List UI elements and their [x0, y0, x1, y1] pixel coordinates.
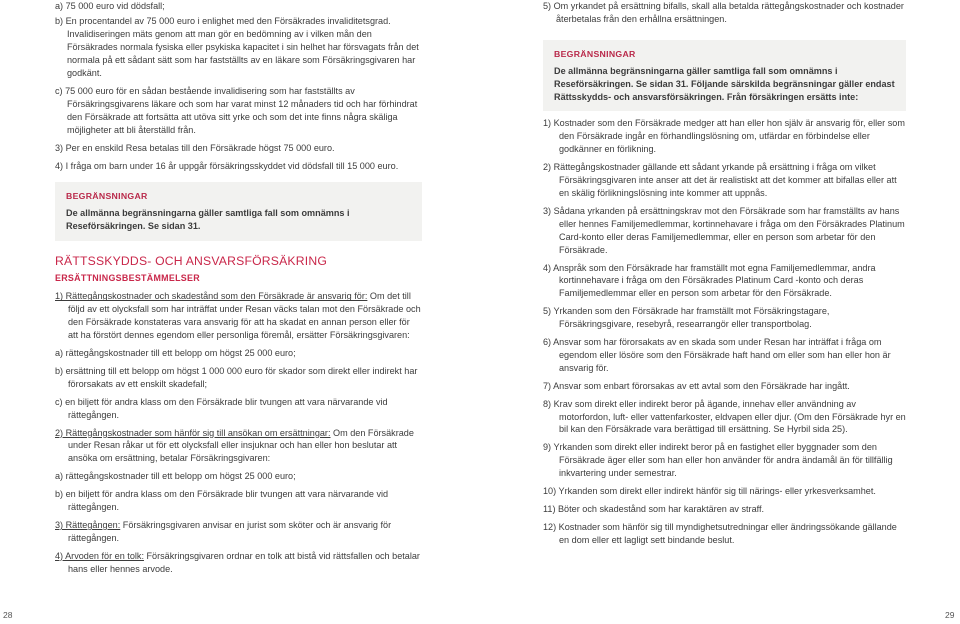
rule-4-text: Försäkringsgivaren ordnar en tolk att bistå vid rättsfallen och betalar hans eller hennes arvode.	[68, 550, 420, 574]
list-item: 3) Sådana yrkanden på ersättningskrav mot den Försäkrade som har framställts av hans eller hennes Familjemedlemmar, kortinnehavare i fråga om den Försäkrades Platinum Card-konto eller deras Familjemedlemmar, eller en person som arbetar för den Försäkrade.	[543, 205, 905, 255]
list-item: 8) Krav som direkt eller indirekt beror på ägande, innehav eller användning av motorfordon, luft- eller vattenfarkoster, eldvapen eller djur. (Om den Försäkrade hyr en bil kan den Försäkrade vara berättigad till ersättning. Se Hyrbil sida 25).	[543, 398, 906, 435]
list-item: 4) Anspråk som den Försäkrade har framställt mot egna Familjemedlemmar, andra kortinnehavare i fråga om den Försäkrades Platinum Card -konto och deras Familjemedlemmar eller en person som arbetar för den Försäkrade.	[543, 262, 876, 299]
page-number-right: 29	[945, 610, 955, 620]
list-item: 11) Böter och skadestånd som har karaktären av straff.	[543, 504, 765, 514]
rule-1	[55, 290, 422, 342]
rule-1a: a) rättegångskostnader till ett belopp om högst 25 000 euro;	[55, 348, 296, 359]
rule-4	[55, 550, 422, 576]
special-limitations-box	[543, 40, 906, 112]
list-item: 6) Ansvar som har förorsakats av en skada som under Resan har inträffat i fråga om egendom eller lösöre som den Försäkrade haft hand om eller som han eller hon är ansvarig för.	[543, 337, 891, 373]
list-item: 1) Kostnader som den Försäkrade medger att han eller hon själv är ansvarig för, eller som den Försäkrade ingår en förhandlingslösning om, utfärdar en förbindelse eller godkänner en förlikning.	[543, 118, 905, 155]
page-number-left: 28	[3, 610, 13, 620]
list-item: 2) Rättegångskostnader gällande ett sådant yrkande på ersättning i fråga om vilket Försäkringsgivaren inte anser att det är realistiskt att det kommer att bifallas eller att en skälig förlikningslösning inte kommer att uppnås.	[543, 162, 897, 198]
special-limitations-heading: BEGRÄNSNINGAR	[554, 48, 636, 59]
rule-2-lead: 2) Rättegångskostnader som hänför sig till ansökan om ersättningar:	[55, 427, 331, 438]
item-5: 5) Om yrkandet på ersättning bifalls, skall alla betalda rättegångskostnader och kostnader återbetalas från den erhållna ersättningen.	[543, 1, 904, 24]
rule-2a: a) rättegångskostnader till ett belopp om högst 25 000 euro;	[55, 471, 296, 482]
item-a: a) 75 000 euro vid dödsfall;	[55, 1, 165, 11]
rule-1-text: Om det till följd av ett olycksfall som har inträffat under Resan väcks talan mot den Försäkrade och den Försäkrade konstateras vara ansvarig för att ha skadat en annan person eller för att ha förstört dennes egendom eller personliga föremål, ersätter Försäkringsgivaren:	[68, 291, 421, 341]
list-item: 5) Yrkanden som den Försäkrade har framställt mot Försäkringstagare, Försäkringsgivare, resebyrå, researrangör eller transportbolag.	[543, 306, 830, 330]
rule-2-text: Om den Försäkrade under Resan råkar ut för ett olycksfall eller insjuknar och han eller hon beslutar att ansöka om ersättning, betalar Försäkringsgivaren:	[68, 427, 414, 464]
rule-1c: c) en biljett för andra klass om den Försäkrade blir tvungen att vara närvarande vid rättegången.	[55, 396, 388, 420]
right-column	[543, 0, 906, 552]
exclusions-list	[543, 117, 906, 546]
list-item: 12) Kostnader som hänför sig till myndighetsutredningar eller ändringssökande gällande en dom eller ett lagligt sett bindande beslut.	[543, 521, 897, 545]
limitations-box	[55, 182, 422, 241]
item-3: 3) Per en enskild Resa betalas till den Försäkrade högst 75 000 euro.	[55, 143, 335, 154]
rule-2	[55, 427, 422, 466]
rule-3-lead: 3) Rättegången:	[55, 520, 121, 530]
rule-3-text: Försäkringsgivaren anvisar en jurist som sköter och är ansvarig för rättegången.	[68, 520, 392, 543]
list-item: 10) Yrkanden som direkt eller indirekt hänför sig till närings- eller yrkesverksamhet.	[543, 486, 876, 497]
rule-1-lead: 1) Rättegångskostnader och skadestånd som den Försäkrade är ansvarig för:	[55, 291, 368, 302]
item-c: c) 75 000 euro för en sådan bestående invalidisering som har fastställts av Försäkringsgivarens läkare och som har varat minst 12 månaders tid och har förhindrat den Försäkrade att fortsätta att utöva sitt yrke och som det inte finns några skäliga möjligheter att bli återställd från.	[55, 86, 418, 136]
item-b: b) En procentandel av 75 000 euro i enlighet med den Försäkrades invaliditetsgrad. Invalidiseringen mäts genom att man gör en bedömning av i vilken mån den Försäkrades normala fysiska eller psykiska kapacitet i sin helhet har försvagats från det normala på ett sådant sätt som har fastställts av en läkare som Försäkringsgivaren har godkänt.	[55, 15, 419, 78]
left-column	[55, 0, 422, 581]
subheading: ERSÄTTNINGSBESTÄMMELSER	[55, 272, 200, 283]
rule-4-lead: 4) Arvoden för en tolk:	[55, 550, 144, 561]
section-title: RÄTTSSKYDDS- OCH ANSVARSFÖRSÄKRING	[55, 253, 328, 268]
rule-1b: b) ersättning till ett belopp om högst 1 000 000 euro för skador som direkt eller indirekt har förorsakats av ett enskilt skadefall;	[55, 365, 418, 389]
item-4: 4) I fråga om barn under 16 år uppgår försäkringsskyddet vid dödsfall till 15 000 euro.	[55, 160, 399, 171]
list-item: 7) Ansvar som enbart förorsakas av ett avtal som den Försäkrade har ingått.	[543, 380, 850, 391]
special-limitations-text: De allmänna begränsningarna gäller samtliga fall som omnämns i Reseförsäkringen. Se sidan 31. Följande särskilda begränsningar gäller endast Rättsskydds- och ansvarsförsäkringen. Från försäkringen ersätts inte:	[554, 65, 895, 102]
list-item: 9) Yrkanden som direkt eller indirekt beror på en fastighet eller byggnader som den Försäkrade äger eller som han eller hon använder för andra ändamål än för tillfällig inkvartering under semestrar.	[543, 442, 893, 479]
rule-3	[55, 519, 422, 545]
rule-2b: b) en biljett för andra klass om den Försäkrade blir tvungen att vara närvarande vid rättegången.	[55, 489, 389, 513]
limitations-heading: BEGRÄNSNINGAR	[66, 190, 148, 201]
limitations-text: De allmänna begränsningarna gäller samtliga fall som omnämns i Reseförsäkringen. Se sidan 31.	[66, 207, 350, 231]
